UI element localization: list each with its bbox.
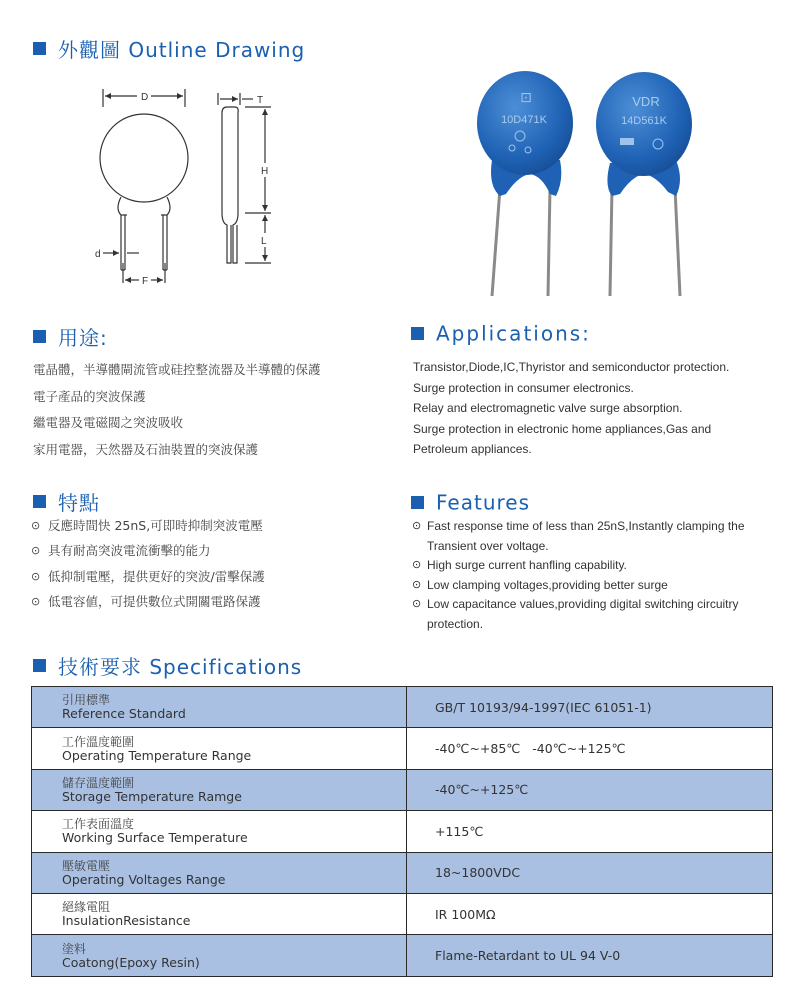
spec-value: +115℃ [407, 811, 773, 852]
section-square-icon [33, 330, 46, 343]
dim-lead-d-label: d [95, 249, 101, 260]
list-item: Surge protection in consumer electronics. [413, 380, 634, 395]
bullet-icon: ⊙ [412, 598, 422, 610]
bullet-icon: ⊙ [31, 519, 41, 532]
list-item: Transistor,Diode,IC,Thyristor and semiconductor protection. [413, 360, 730, 374]
section-square-icon [411, 496, 424, 509]
list-item: ⊙ 低電容値，可提供數位式開關電路保護 [31, 589, 265, 614]
section-square-icon [411, 327, 424, 340]
dim-h-label: H [261, 166, 269, 177]
dim-d-label: D [141, 92, 149, 103]
spec-label: 壓敏電壓 Operating Voltages Range [32, 852, 407, 893]
list-item: ⊙ High surge current hanfling capability. [412, 556, 782, 576]
features-en-list [412, 517, 782, 634]
specs-table [31, 686, 773, 977]
section-square-icon [33, 659, 46, 672]
spec-value: -40℃~+85℃ -40℃~+125℃ [407, 728, 773, 769]
list-item: ⊙ 反應時間快 25nS,可即時抑制突波電壓 [31, 513, 265, 538]
bullet-icon: ⊙ [31, 544, 41, 558]
bullet-icon: ⊙ [31, 569, 41, 583]
table-row [32, 893, 773, 934]
spec-label: 絕緣電阻 InsulationResistance [32, 893, 407, 934]
spec-value: IR 100MΩ [407, 893, 773, 934]
spec-label: 工作表面溫度 Working Surface Temperature [32, 811, 407, 852]
spec-value: GB/T 10193/94-1997(IEC 61051-1) [407, 687, 773, 728]
right-varistor-model: 14D561K [621, 115, 667, 127]
dim-l-label: L [261, 236, 267, 247]
dim-t-label: T [257, 95, 264, 106]
varistor-photo [470, 68, 710, 298]
uses-list [33, 357, 321, 463]
features-cn-list [31, 513, 265, 614]
features-cn-title: 特點 [33, 487, 100, 516]
list-item: ⊙ 低抑制電壓，提供更好的突波/雷擊保護 [31, 564, 265, 589]
list-item: ⊙ Low clamping voltages,providing better surge [412, 576, 782, 596]
table-row [32, 935, 773, 976]
list-item: ⊙ 具有耐高突波電流衝擊的能力 [31, 538, 265, 563]
spec-label: 塗料 Coatong(Epoxy Resin) [32, 935, 407, 976]
bullet-icon: ⊙ [412, 559, 422, 571]
spec-label: 儲存溫度範圍 Storage Temperature Ramge [32, 769, 407, 810]
spec-value: -40℃~+125℃ [407, 769, 773, 810]
table-row [32, 852, 773, 893]
table-row [32, 728, 773, 769]
table-row [32, 687, 773, 728]
list-item: ⊙ Fast response time of less than 25nS,Instantly clamping the Transient over voltage. [412, 517, 782, 556]
applications-list [413, 357, 729, 460]
table-row [32, 769, 773, 810]
list-item: 電晶體，半導體閘流管或硅控整流器及半導體的保護 [33, 362, 321, 377]
list-item: ⊙ Low capacitance values,providing digital switching circuitry protection. [412, 595, 782, 634]
list-item: Surge protection in electronic home appliances,Gas and [413, 421, 712, 436]
uses-title: 用途: [33, 322, 108, 351]
left-varistor [477, 71, 573, 196]
list-item: Relay and electromagnetic valve surge absorption. [413, 401, 683, 415]
left-varistor-model: 10D471K [501, 114, 547, 126]
spec-value: 18~1800VDC [407, 852, 773, 893]
specs-title: 技術要求 Specifications [33, 651, 302, 680]
bullet-icon: ⊙ [412, 520, 422, 532]
bullet-icon: ⊙ [412, 578, 422, 591]
spec-label: 工作溫度範圍 Operating Temperature Range [32, 728, 407, 769]
features-en-title: Features [411, 489, 530, 515]
list-item: 電子產品的突波保護 [33, 388, 146, 404]
spec-label: 引用標準 Reference Standard [32, 687, 407, 728]
section-square-icon [33, 42, 46, 55]
list-item: 繼電器及電磁閥之突波吸收 [33, 415, 184, 430]
section-square-icon [33, 495, 46, 508]
outline-drawing [85, 85, 285, 295]
dim-f-label: F [142, 276, 149, 287]
applications-title: Applications: [411, 320, 591, 346]
spec-value: Flame-Retardant to UL 94 V-0 [407, 935, 773, 976]
bullet-icon: ⊙ [31, 594, 41, 608]
varistor-logo: ⊡ [520, 90, 532, 106]
right-varistor [596, 72, 692, 196]
right-varistor-brand: VDR [632, 94, 660, 109]
table-row [32, 811, 773, 852]
list-item: Petroleum appliances. [413, 442, 532, 456]
outline-title: 外觀圖 Outline Drawing [33, 34, 305, 63]
list-item: 家用電器，天然器及石油裝置的突波保護 [33, 441, 259, 457]
